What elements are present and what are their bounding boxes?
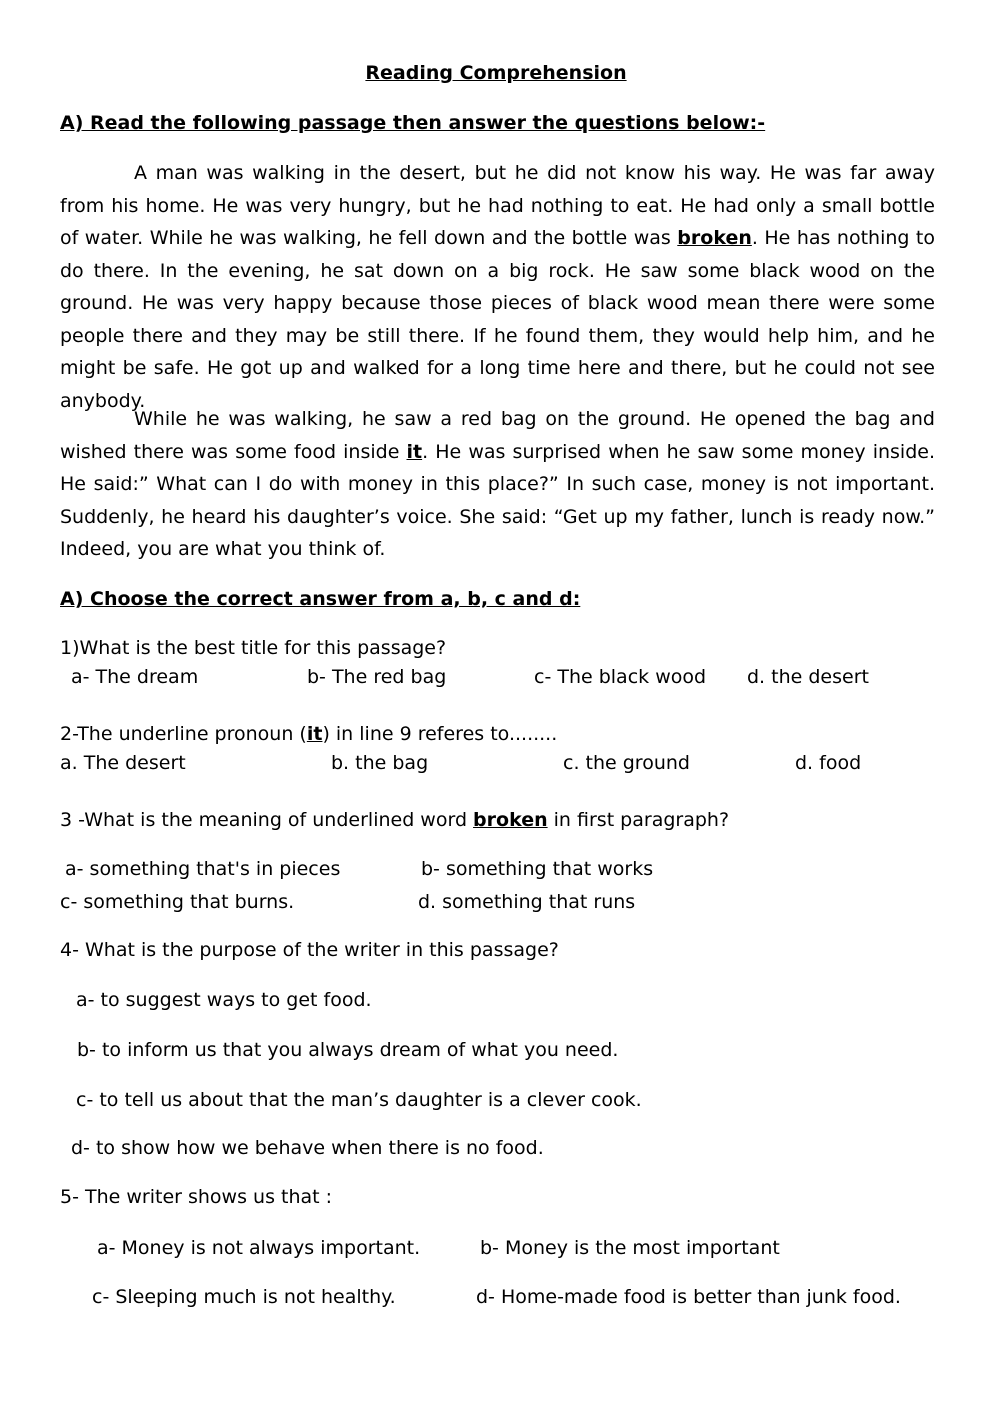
question-4: 4- What is the purpose of the writer in this passage? — [60, 939, 559, 961]
underlined-word-broken: broken — [677, 227, 752, 249]
passage-text: While he was walking, he saw a red bag on the ground. He opened the bag and wished there was some food inside — [60, 408, 935, 463]
question-1: 1)What is the best title for this passage? — [60, 637, 447, 659]
q2-option-d: d. food — [795, 752, 862, 774]
q1-option-b: b- The red bag — [307, 666, 447, 688]
q2-option-a: a. The desert — [60, 752, 186, 774]
q5-option-b: b- Money is the most important — [480, 1237, 780, 1259]
section-heading: A) Read the following passage then answer the questions below:- — [60, 112, 766, 134]
q2-option-c: c. the ground — [563, 752, 690, 774]
passage-paragraph-2 — [60, 403, 935, 566]
passage-text: A man was walking in the desert, but he did not know his way. He was far away from his home. He was very hungry, but he had nothing to eat. He had only a small bottle of water. While he was walking, he fell down and the bottle was — [60, 162, 935, 249]
q1-option-a: a- The dream — [71, 666, 199, 688]
q3-option-a: a- something that's in pieces — [65, 858, 341, 880]
question-2 — [60, 725, 557, 744]
question-5: 5- The writer shows us that : — [60, 1186, 333, 1208]
q1-option-d: d. the desert — [747, 666, 869, 688]
passage-text: . He has nothing to do there. In the evening, he sat down on a big rock. He saw some black wood on the ground. He was very happy because those pieces of black wood mean there were some people there and they may be still there. If he found them, they would help him, and he might be safe. He got up and walked for a long time here and there, but he could not see anybody. — [60, 227, 936, 412]
question-text: 2-The underline pronoun ( — [60, 723, 307, 745]
q4-option-b: b- to inform us that you always dream of what you need. — [77, 1039, 619, 1061]
underlined-word-it: it — [406, 440, 423, 463]
question-text: 3 -What is the meaning of underlined word — [60, 809, 474, 831]
passage-text: . He was surprised when he saw some money inside. He said:” What can I do with money in this place?” In such case, money is not important. Suddenly, he heard his daughter’s voice. She said: “Get up my father, lunch is ready now.” Indeed, you are what you think of. — [60, 440, 936, 560]
passage-paragraph-1 — [60, 157, 935, 417]
q4-option-a: a- to suggest ways to get food. — [76, 989, 372, 1011]
underlined-word-broken: broken — [473, 809, 548, 831]
question-text: ) in line 9 referes to........ — [322, 723, 558, 745]
choose-heading: A) Choose the correct answer from a, b, c and d: — [60, 588, 581, 610]
q2-option-b: b. the bag — [331, 752, 429, 774]
q5-option-d: d- Home-made food is better than junk food. — [476, 1286, 901, 1308]
question-text: in first paragraph? — [547, 809, 730, 831]
q1-option-c: c- The black wood — [534, 666, 707, 688]
q3-option-d: d. something that runs — [418, 891, 636, 913]
page-title: Reading Comprehension — [365, 62, 627, 84]
question-3 — [60, 811, 729, 830]
q3-option-b: b- something that works — [421, 858, 654, 880]
q5-option-a: a- Money is not always important. — [97, 1237, 421, 1259]
q3-option-c: c- something that burns. — [60, 891, 295, 913]
underlined-word-it: it — [306, 723, 323, 745]
q4-option-c: c- to tell us about that the man’s daughter is a clever cook. — [76, 1089, 642, 1111]
q4-option-d: d- to show how we behave when there is no food. — [71, 1137, 544, 1159]
q5-option-c: c- Sleeping much is not healthy. — [92, 1286, 396, 1308]
